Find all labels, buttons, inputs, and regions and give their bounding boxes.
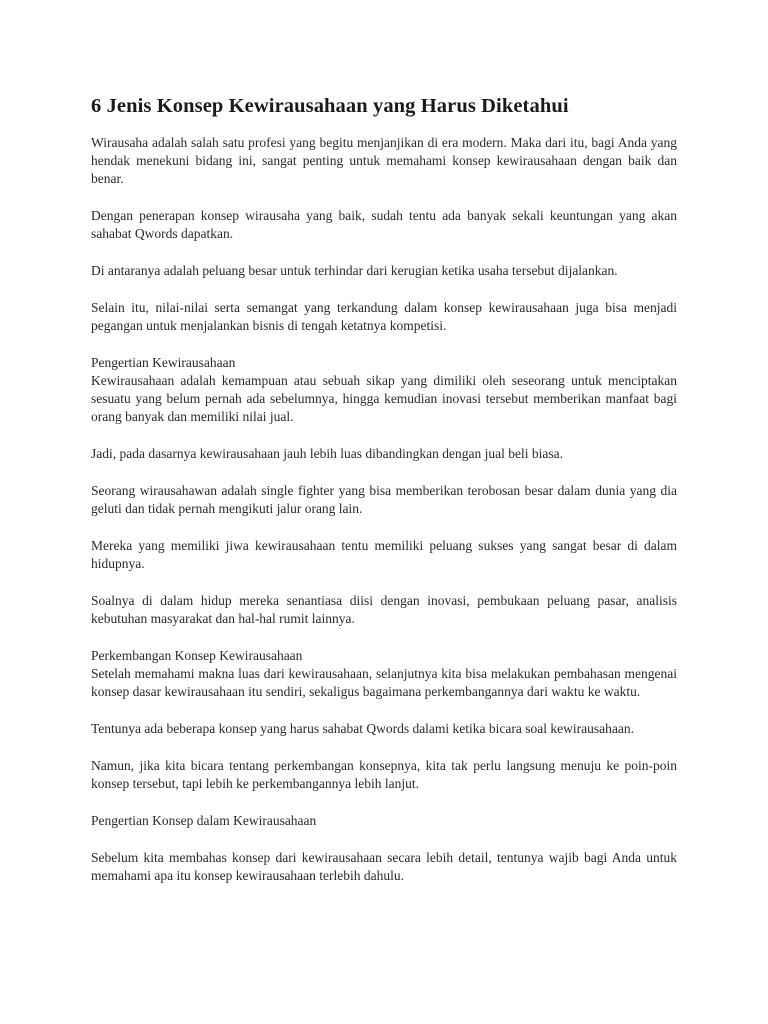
section-paragraph: Mereka yang memiliki jiwa kewirausahaan tentu memiliki peluang sukses yang sangat besar di dalam hidupnya.	[91, 538, 677, 571]
section-paragraph: Jadi, pada dasarnya kewirausahaan jauh lebih luas dibandingkan dengan jual beli biasa.	[91, 446, 563, 461]
section-paragraph: Soalnya di dalam hidup mereka senantiasa diisi dengan inovasi, pembukaan peluang pasar, analisis kebutuhan masyarakat dan hal-hal rumit lainnya.	[91, 593, 677, 626]
section-heading: Pengertian Kewirausahaan	[91, 355, 236, 370]
section-paragraph: Kewirausahaan adalah kemampuan atau sebuah sikap yang dimiliki oleh seseorang untuk menciptakan sesuatu yang belum pernah ada sebelumnya, hingga kemudian inovasi tersebut memberikan manfaat bagi orang banyak dan memiliki nilai jual.	[91, 373, 677, 424]
intro-paragraph-3: Di antaranya adalah peluang besar untuk terhindar dari kerugian ketika usaha tersebut dijalankan.	[91, 263, 618, 278]
section-pengertian-konsep	[91, 812, 677, 885]
section-paragraph: Namun, jika kita bicara tentang perkembangan konsepnya, kita tak perlu langsung menuju ke poin-poin konsep tersebut, tapi lebih ke perkembangannya lebih lanjut.	[91, 758, 677, 791]
document-page	[91, 92, 677, 904]
section-perkembangan-konsep	[91, 647, 677, 793]
section-pengertian-kewirausahaan	[91, 354, 677, 628]
section-paragraph: Setelah memahami makna luas dari kewirausahaan, selanjutnya kita bisa melakukan pembahasan mengenai konsep dasar kewirausahaan itu sendiri, sekaligus bagaimana perkembangannya dari waktu ke waktu.	[91, 666, 677, 699]
document-title: 6 Jenis Konsep Kewirausahaan yang Harus Diketahui	[91, 95, 569, 117]
section-paragraph: Sebelum kita membahas konsep dari kewirausahaan secara lebih detail, tentunya wajib bagi Anda untuk memahami apa itu konsep kewirausahaan terlebih dahulu.	[91, 850, 677, 883]
section-heading: Perkembangan Konsep Kewirausahaan	[91, 648, 303, 663]
intro-paragraph-4: Selain itu, nilai-nilai serta semangat yang terkandung dalam konsep kewirausahaan juga bisa menjadi pegangan untuk menjalankan bisnis di tengah ketatnya kompetisi.	[91, 300, 677, 333]
section-heading: Pengertian Konsep dalam Kewirausahaan	[91, 813, 317, 828]
section-paragraph: Seorang wirausahawan adalah single fighter yang bisa memberikan terobosan besar dalam dunia yang dia geluti dan tidak pernah mengikuti jalur orang lain.	[91, 483, 677, 516]
intro-paragraph-1: Wirausaha adalah salah satu profesi yang begitu menjanjikan di era modern. Maka dari itu, bagi Anda yang hendak menekuni bidang ini, sangat penting untuk memahami konsep kewirausahaan dengan baik dan benar.	[91, 135, 677, 186]
intro-paragraph-2: Dengan penerapan konsep wirausaha yang baik, sudah tentu ada banyak sekali keuntungan yang akan sahabat Qwords dapatkan.	[91, 208, 677, 241]
section-paragraph: Tentunya ada beberapa konsep yang harus sahabat Qwords dalami ketika bicara soal kewirausahaan.	[91, 721, 634, 736]
